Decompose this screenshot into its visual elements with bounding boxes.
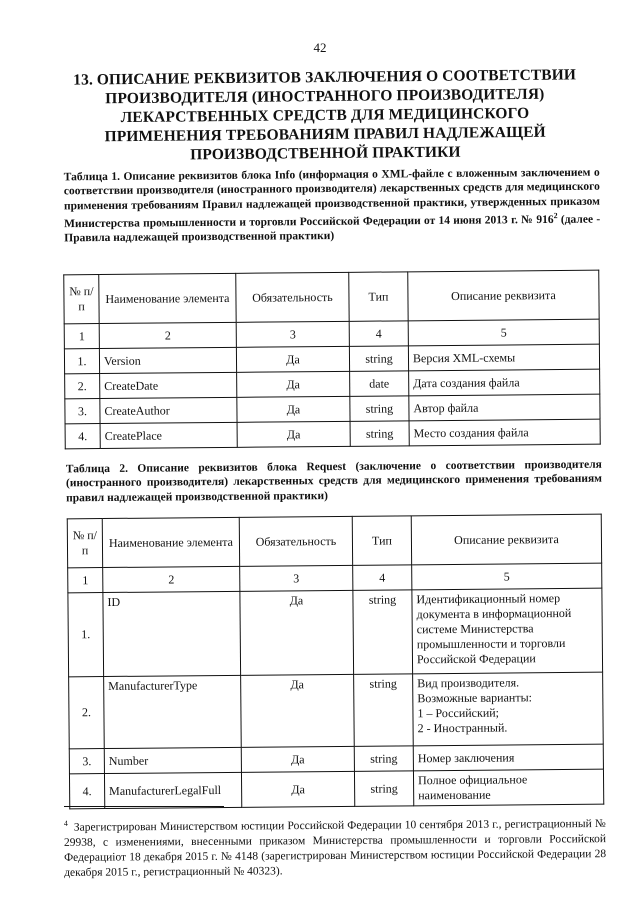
element-type: string: [353, 590, 413, 675]
footnote-reference: 2: [553, 211, 558, 221]
element-name: CreatePlace: [100, 422, 237, 448]
element-type: string: [350, 396, 409, 422]
table-header-row: [64, 270, 599, 324]
element-name: ID: [103, 591, 241, 676]
element-description: [413, 672, 604, 746]
column-index: 1: [68, 568, 103, 593]
element-name: CreateAuthor: [100, 397, 237, 423]
column-index: 3: [240, 565, 353, 591]
required-flag: Да: [240, 590, 354, 675]
element-name: CreateDate: [100, 372, 237, 398]
description-line: Возможные варианты:: [417, 690, 533, 706]
element-type: string: [354, 771, 413, 807]
page-number: 42: [313, 40, 327, 55]
element-type: string: [349, 346, 408, 372]
table1-caption-tail: (далее - Правила надлежащей производственной практики): [64, 213, 601, 245]
table-header-row: [67, 514, 601, 568]
table2-caption: Таблица 2. Описание реквизитов блока Request (заключение о соответствии производителя (иностранного производителя) лекарственных средств для медицинского применения требованиям правил надлежащей производственной практики): [65, 458, 603, 505]
footnote-divider: [64, 806, 224, 807]
column-header-required: Обязательность: [236, 272, 349, 322]
required-flag: Да: [237, 421, 350, 447]
required-flag: Да: [241, 674, 355, 747]
column-header-number: № п/п: [64, 275, 99, 324]
column-index: 4: [349, 321, 408, 347]
element-type: date: [350, 371, 409, 397]
required-flag: Да: [237, 396, 350, 422]
required-flag: Да: [236, 346, 349, 372]
element-description: Дата создания файла: [409, 369, 600, 396]
column-index: 4: [353, 565, 412, 591]
table-row: [68, 588, 603, 677]
column-index: 3: [236, 321, 349, 347]
element-description: Автор файла: [409, 394, 600, 421]
column-index: 5: [412, 563, 602, 590]
element-name: Number: [104, 747, 241, 773]
row-number: 3.: [69, 749, 104, 774]
column-header-description: Описание реквизита: [411, 514, 601, 565]
description-line: Вид производителя.: [417, 675, 520, 691]
table-row: [65, 419, 600, 449]
table1-info-block: [63, 270, 601, 450]
element-description: Идентификационный номер документа в информационной системе Министерства промышленности и торговли Российской Федерации: [412, 588, 603, 674]
row-number: 4.: [65, 424, 100, 449]
column-index: 1: [64, 324, 99, 349]
element-name: ManufacturerLegalFull: [104, 772, 241, 808]
column-header-name: Наименование элемента: [102, 517, 239, 567]
section-heading: 13. ОПИСАНИЕ РЕКВИЗИТОВ ЗАКЛЮЧЕНИЯ О СООТВЕТСТВИИ ПРОИЗВОДИТЕЛЯ (ИНОСТРАННОГО ПРОИЗВОДИТЕЛЯ) ЛЕКАРСТВЕННЫХ СРЕДСТВ ДЛЯ МЕДИЦИНСКОГО ПРИМЕНЕНИЯ ТРЕБОВАНИЯМ ПРАВИЛ НАДЛЕЖАЩЕЙ ПРОИЗВОДСТВЕННОЙ ПРАКТИКИ: [73, 66, 577, 164]
column-header-type: Тип: [349, 272, 408, 322]
column-header-description: Описание реквизита: [408, 270, 599, 321]
column-header-number: № п/п: [67, 519, 102, 568]
column-index: 2: [99, 322, 236, 348]
element-type: string: [354, 674, 414, 747]
required-flag: Да: [241, 771, 354, 807]
description-line: 1 – Российский;: [417, 705, 500, 721]
element-name: Version: [99, 347, 236, 373]
required-flag: Да: [237, 371, 350, 397]
footnote-text: Зарегистрирован Министерством юстиции Российской Федерации 10 сентября 2013 г., регистрационный № 29938, с изменениями, внесенными приказом Министерства промышленности и торговли Российской Федерациiот 18 декабря 2015 г. № 4148 (зарегистрирован Министерством юстиции Российской Федерации 28 декабря 2015 г., регистрационный № 40323).: [63, 817, 607, 879]
table1-caption: [64, 166, 601, 247]
row-number: 1.: [68, 593, 104, 677]
column-header-name: Наименование элемента: [99, 273, 236, 323]
element-description: Место создания файла: [409, 419, 600, 446]
column-header-type: Тип: [352, 516, 411, 566]
row-number: 3.: [65, 399, 100, 424]
row-number: 2.: [65, 374, 100, 399]
row-number: 4.: [69, 774, 104, 809]
footnote-marker: 4: [63, 818, 68, 828]
element-name: ManufacturerType: [104, 675, 242, 748]
element-type: string: [354, 746, 413, 772]
table2-request-block: [67, 514, 605, 810]
column-index: 5: [408, 319, 599, 346]
element-description: Номер заключения: [413, 744, 603, 771]
element-type: string: [350, 421, 409, 447]
required-flag: Да: [241, 746, 354, 772]
table1-caption-main: Таблица 1. Описание реквизитов блока Info (информация о XML-файле с вложенным заключением о соответствии производителя (иностранного производителя) лекарственных средств для медицинского применения требованиям Правил надлежащей производственной практики, утвержденных приказом Министерства промышленности и торговли Российской Федерации от 14 июня 2013 г. № 916: [63, 166, 601, 231]
row-number: 2.: [69, 677, 105, 749]
footnote: [64, 812, 606, 881]
row-number: 1.: [64, 349, 99, 374]
column-header-required: Обязательность: [239, 516, 352, 566]
column-index: 2: [103, 566, 240, 592]
description-line: 2 - Иностранный.: [417, 720, 508, 736]
element-description: Полное официальное наименование: [413, 769, 603, 806]
table-row: [69, 672, 604, 749]
element-description: Версия XML-схемы: [408, 344, 599, 371]
table-row: [69, 769, 603, 809]
